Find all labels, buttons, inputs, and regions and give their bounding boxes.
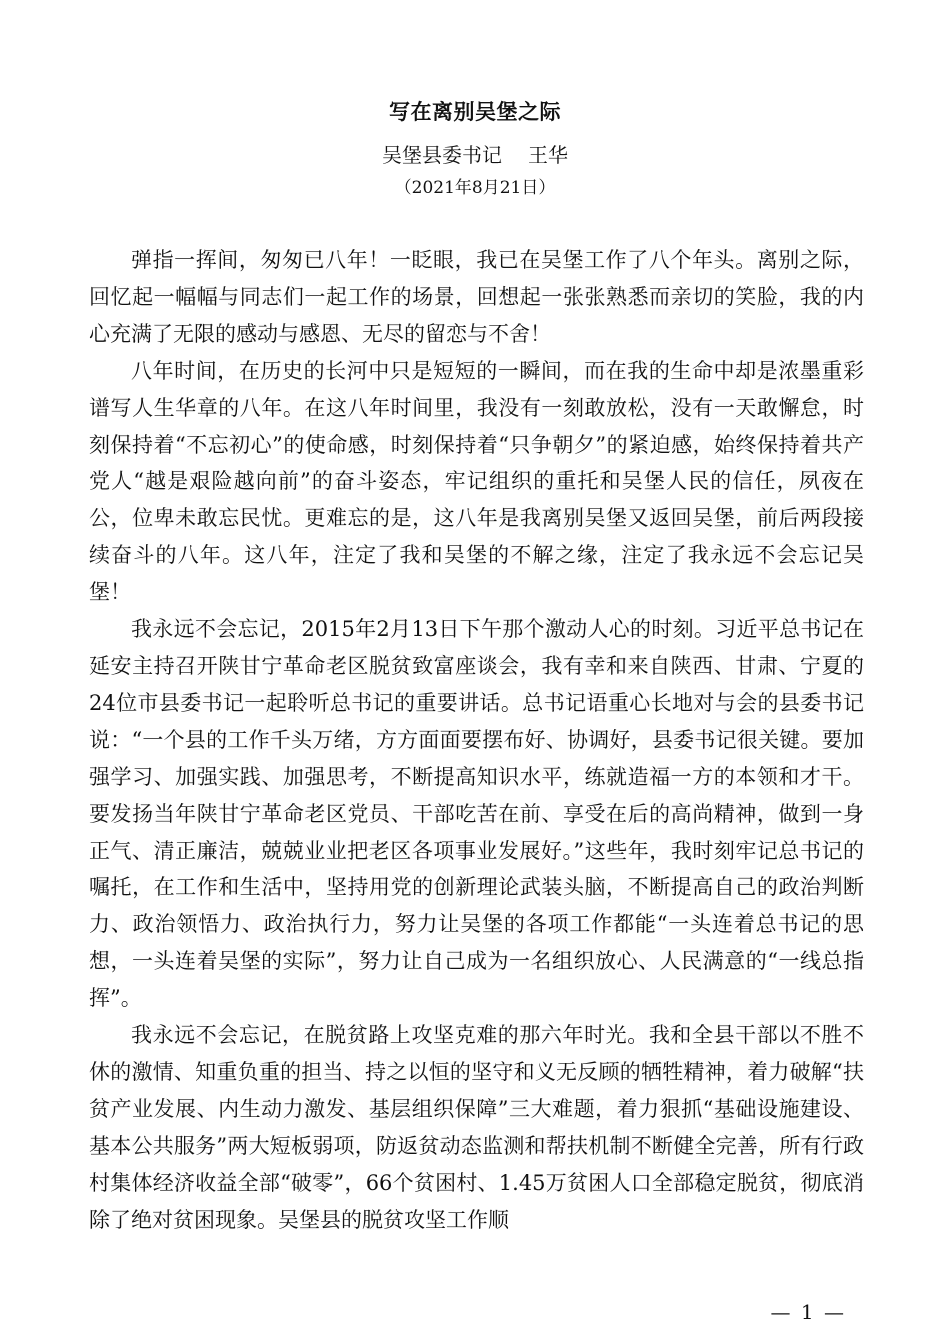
author-name: 王华 bbox=[528, 143, 568, 167]
document-date: （2021年8月21日） bbox=[394, 178, 556, 198]
paragraph-3: 我永远不会忘记，2015年2月13日下午那个激动人心的时刻。习近平总书记在延安主持召开陕甘宁革命老区脱贫致富座谈会，我有幸和来自陕西、甘肃、宁夏的24位市县委书记一起聆听总书记的重要讲话。总书记语重心长地对与会的县委书记说：“一个县的工作千头万绪，方方面面要摆布好、协调好，县委书记很关键。要加强学习、加强实践、加强思考，不断提高知识水平，练就造福一方的本领和才干。要发扬当年陕甘宁革命老区党员、干部吃苦在前、享受在后的高尚精神，做到一身正气、清正廉洁，兢兢业业把老区各项事业发展好。”这些年，我时刻牢记总书记的嘱托，在工作和生活中，坚持用党的创新理论武装头脑，不断提高自己的政治判断力、政治领悟力、政治执行力，努力让吴堡的各项工作都能“一头连着总书记的思想，一头连着吴堡的实际”，努力让自己成为一名组织放心、人民满意的“一线总指挥”。 bbox=[89, 617, 864, 1011]
document-body bbox=[89, 242, 864, 1238]
paragraph-2: 八年时间，在历史的长河中只是短短的一瞬间，而在我的生命中却是浓墨重彩谱写人生华章的八年。在这八年时间里，我没有一刻敢放松，没有一天敢懈怠，时刻保持着“不忘初心”的使命感，时刻保持着“只争朝夕”的紧迫感，始终保持着共产党人“越是艰险越向前”的奋斗姿态，牢记组织的重托和吴堡人民的信任，夙夜在公，位卑未敢忘民忧。更难忘的是，这八年是我离别吴堡又返回吴堡，前后两段接续奋斗的八年。这八年，注定了我和吴堡的不解之缘，注定了我永远不会忘记吴堡！ bbox=[89, 358, 864, 605]
author-line bbox=[0, 139, 950, 168]
document-title: 写在离别吴堡之际 bbox=[389, 99, 561, 124]
page-number: — 1 — bbox=[770, 1300, 846, 1324]
paragraph-1: 弹指一挥间，匆匆已八年！一眨眼，我已在吴堡工作了八个年头。离别之际，回忆起一幅幅与同志们一起工作的场景，回想起一张张熟悉而亲切的笑脸，我的内心充满了无限的感动与感恩、无尽的留恋与不舍！ bbox=[89, 248, 864, 346]
author-role: 吴堡县委书记 bbox=[382, 143, 502, 167]
paragraph-4: 我永远不会忘记，在脱贫路上攻坚克难的那六年时光。我和全县干部以不胜不休的激情、知重负重的担当、持之以恒的坚守和义无反顾的牺牲精神，着力破解“扶贫产业发展、内生动力激发、基层组织保障”三大难题，着力狠抓“基础设施建设、基本公共服务”两大短板弱项，防返贫动态监测和帮扶机制不断健全完善，所有行政村集体经济收益全部“破零”，66个贫困村、1.45万贫困人口全部稳定脱贫，彻底消除了绝对贫困现象。吴堡县的脱贫攻坚工作顺 bbox=[89, 1023, 864, 1232]
